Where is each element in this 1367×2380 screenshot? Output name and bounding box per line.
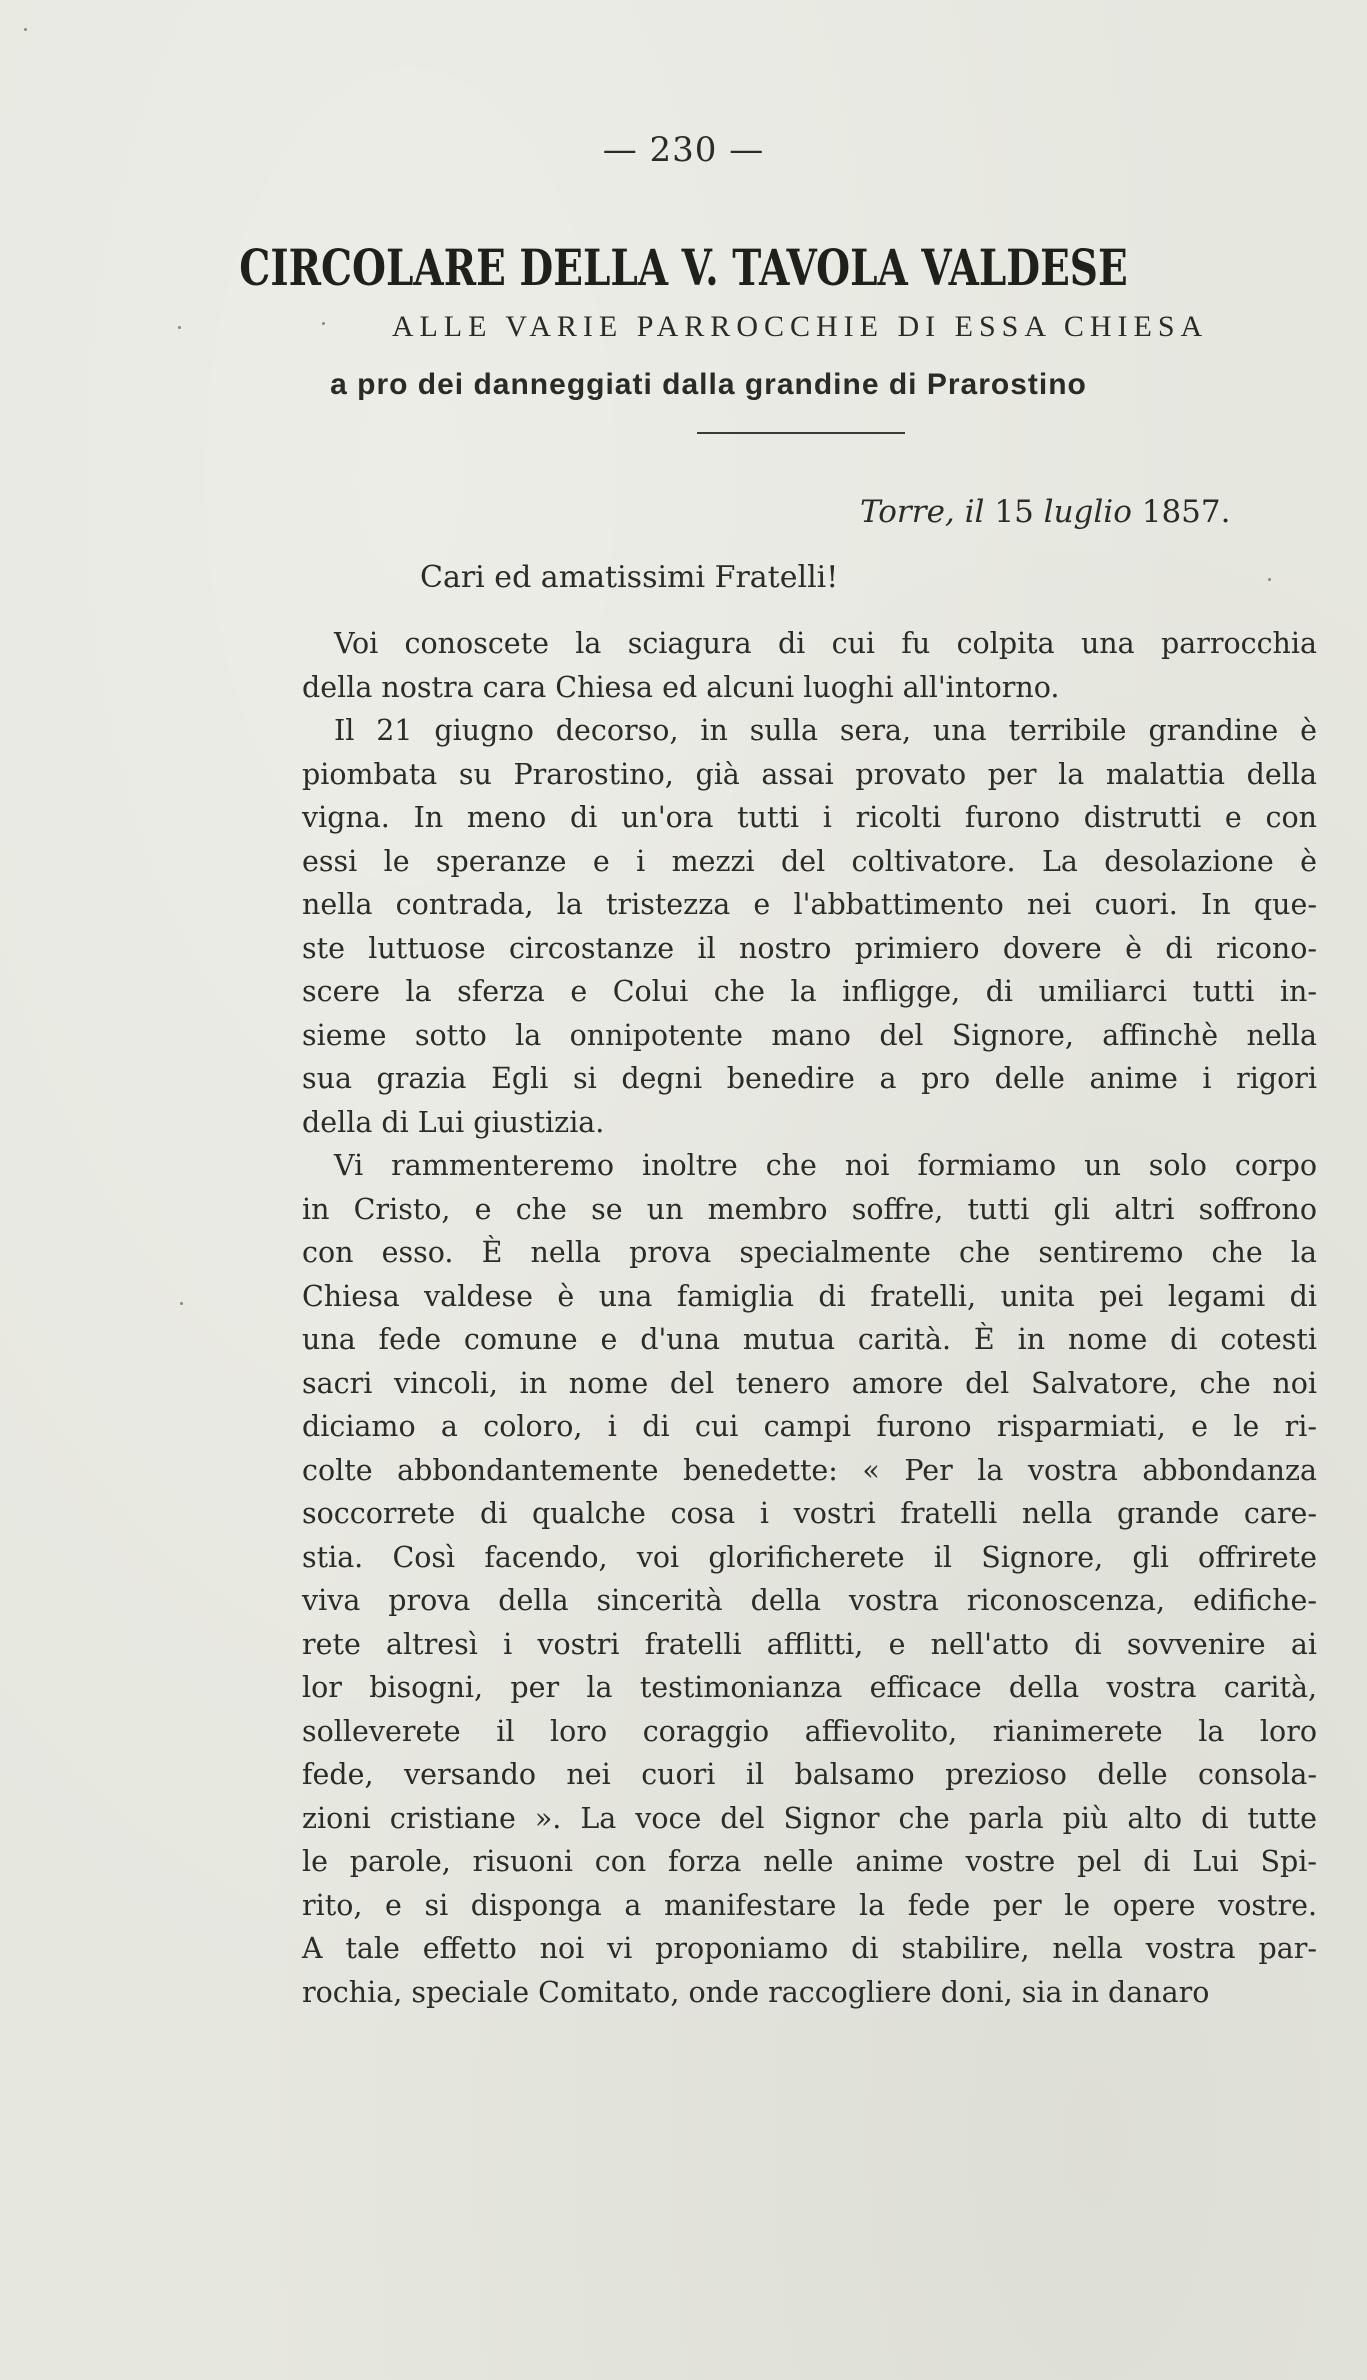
- title-divider: [697, 432, 905, 434]
- body-line: viva prova della sincerità della vostra riconoscenza, ediﬁche-: [302, 1584, 1317, 1617]
- body-line: stia. Così facendo, voi glorificherete il Signore, gli offrirete: [302, 1540, 1317, 1574]
- document-subtitle-purpose: a pro dei danneggiati dalla grandine di Prarostino: [330, 368, 1087, 401]
- paper-speck: [1268, 578, 1271, 581]
- dateline-year: 1857.: [1141, 494, 1231, 530]
- body-line: sieme sotto la onnipotente mano del Signore, affinchè nella: [302, 1018, 1317, 1052]
- body-line: le parole, risuoni con forza nelle anime vostre pel di Lui Spi-: [302, 1845, 1317, 1878]
- document-subtitle: ALLE VARIE PARROCCHIE DI ESSA CHIESA: [391, 310, 1209, 343]
- body-line: soccorrete di qualche cosa i vostri fratelli nella grande care-: [302, 1497, 1317, 1530]
- paper-speck: [178, 326, 181, 329]
- body-line: zioni cristiane ». La voce del Signor che parla più alto di tutte: [302, 1801, 1317, 1835]
- body-line: in Cristo, e che se un membro soffre, tutti gli altri soffrono: [302, 1192, 1317, 1226]
- body-line: Voi conoscete la sciagura di cui fu colpita una parrocchia: [334, 627, 1317, 660]
- body-line: rito, e si disponga a manifestare la fede per le opere vostre.: [302, 1888, 1317, 1922]
- body-line: della di Lui giustizia.: [302, 1105, 605, 1139]
- dateline-place: Torre,: [860, 494, 955, 530]
- dateline: [860, 494, 1230, 530]
- body-line: ste luttuose circostanze il nostro primiero dovere è di ricono-: [302, 931, 1317, 965]
- paper-speck: [180, 1302, 183, 1305]
- paper-speck: [24, 28, 27, 31]
- body-line: rete altresì i vostri fratelli afflitti, e nell'atto di sovvenire ai: [302, 1627, 1317, 1661]
- body-line: A tale effetto noi vi proponiamo di stabilire, nella vostra par-: [302, 1932, 1317, 1965]
- page-number: — 230 —: [602, 130, 765, 170]
- body-line: vigna. In meno di un'ora tutti i ricolti furono distrutti e con: [302, 801, 1317, 834]
- body-line: sacri vincoli, in nome del tenero amore del Salvatore, che noi: [302, 1366, 1317, 1400]
- body-line: solleverete il loro coraggio affievolito, rianimerete la loro: [302, 1714, 1317, 1748]
- body-line: lor bisogni, per la testimonianza efficace della vostra carità,: [302, 1671, 1317, 1704]
- body-line: Chiesa valdese è una famiglia di fratelli, unita pei legami di: [302, 1279, 1317, 1313]
- salutation: Cari ed amatissimi Fratelli!: [420, 560, 839, 595]
- body-line: fede, versando nei cuori il balsamo prezioso delle consola-: [302, 1758, 1317, 1791]
- dateline-il: il: [964, 494, 985, 530]
- body-line: colte abbondantemente benedette: « Per la vostra abbondanza: [302, 1453, 1317, 1487]
- body-line: Vi rammenteremo inoltre che noi formiamo un solo corpo: [334, 1149, 1317, 1182]
- body-line: diciamo a coloro, i di cui campi furono risparmiati, e le ri-: [302, 1410, 1317, 1443]
- letter-body: [302, 622, 1317, 2014]
- dateline-month: luglio: [1043, 494, 1132, 530]
- body-line: della nostra cara Chiesa ed alcuni luoghi all'intorno.: [302, 670, 1060, 704]
- body-line: Il 21 giugno decorso, in sulla sera, una terribile grandine è: [334, 714, 1317, 747]
- document-title: CIRCOLARE DELLA V. TAVOLA VALDESE: [239, 238, 1128, 297]
- dateline-day: 15: [994, 494, 1034, 530]
- body-line: piombata su Prarostino, già assai provato per la malattia della: [302, 757, 1317, 791]
- body-line: scere la sferza e Colui che la infligge, di umiliarci tutti in-: [302, 975, 1317, 1008]
- body-line: con esso. È nella prova specialmente che sentiremo che la: [302, 1236, 1317, 1269]
- body-line: una fede comune e d'una mutua carità. È in nome di cotesti: [302, 1323, 1317, 1356]
- body-line: nella contrada, la tristezza e l'abbattimento nei cuori. In que-: [302, 888, 1317, 921]
- paper-speck: [322, 322, 325, 325]
- body-line: essi le speranze e i mezzi del coltivatore. La desolazione è: [302, 844, 1317, 878]
- body-line: rochia, speciale Comitato, onde raccogliere doni, sia in danaro: [302, 1975, 1210, 2009]
- body-line: sua grazia Egli si degni benedire a pro delle anime i rigori: [302, 1062, 1317, 1095]
